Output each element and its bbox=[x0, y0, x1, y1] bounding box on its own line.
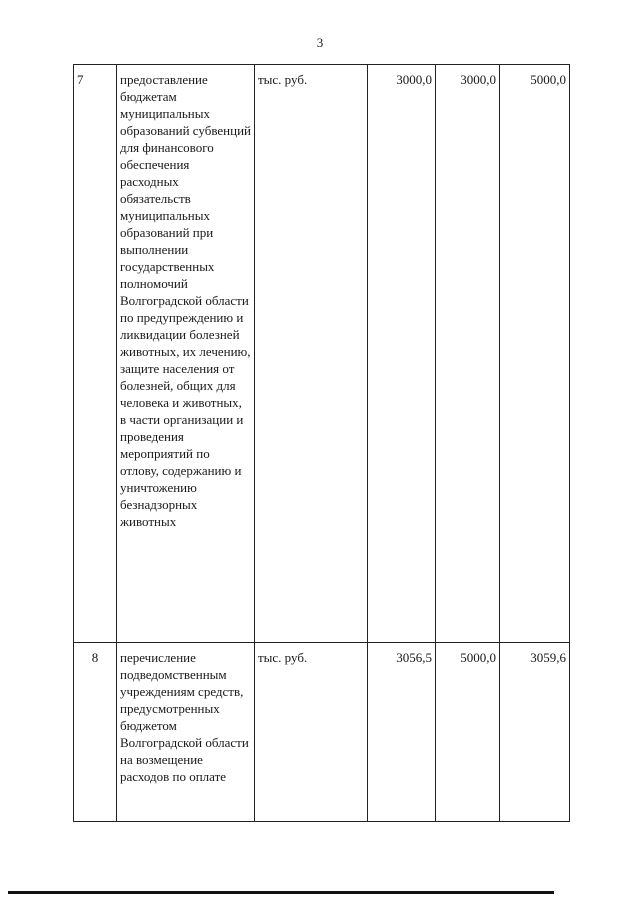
table-row bbox=[74, 643, 570, 822]
row-description: перечисление подведомственным учреждениям средств, предусмотренных бюджетом Волгоградской области на возмещение расходов по оплате bbox=[117, 643, 255, 822]
row-value-2: 3000,0 bbox=[436, 65, 500, 643]
row-value-3: 3059,6 bbox=[500, 643, 570, 822]
budget-table bbox=[73, 64, 570, 822]
row-number: 7 bbox=[74, 65, 117, 643]
row-unit: тыс. руб. bbox=[255, 643, 368, 822]
row-number: 8 bbox=[74, 643, 117, 822]
row-value-1: 3000,0 bbox=[368, 65, 436, 643]
row-value-3: 5000,0 bbox=[500, 65, 570, 643]
row-value-1: 3056,5 bbox=[368, 643, 436, 822]
page-number: 3 bbox=[316, 35, 324, 50]
bottom-rule bbox=[8, 891, 554, 894]
row-value-2: 5000,0 bbox=[436, 643, 500, 822]
row-description: предоставление бюджетам муниципальных образований субвенций для финансового обеспечения расходных обязательств муниципальных образований при выполнении государственных полномочий Волгоградской области по предупреждению и ликвидации болезней животных, их лечению, защите населения от болезней, общих для человека и животных, в части организации и проведения мероприятий по отлову, содержанию и уничтожению безнадзорных животных bbox=[117, 65, 255, 643]
row-unit: тыс. руб. bbox=[255, 65, 368, 643]
table-row bbox=[74, 65, 570, 643]
